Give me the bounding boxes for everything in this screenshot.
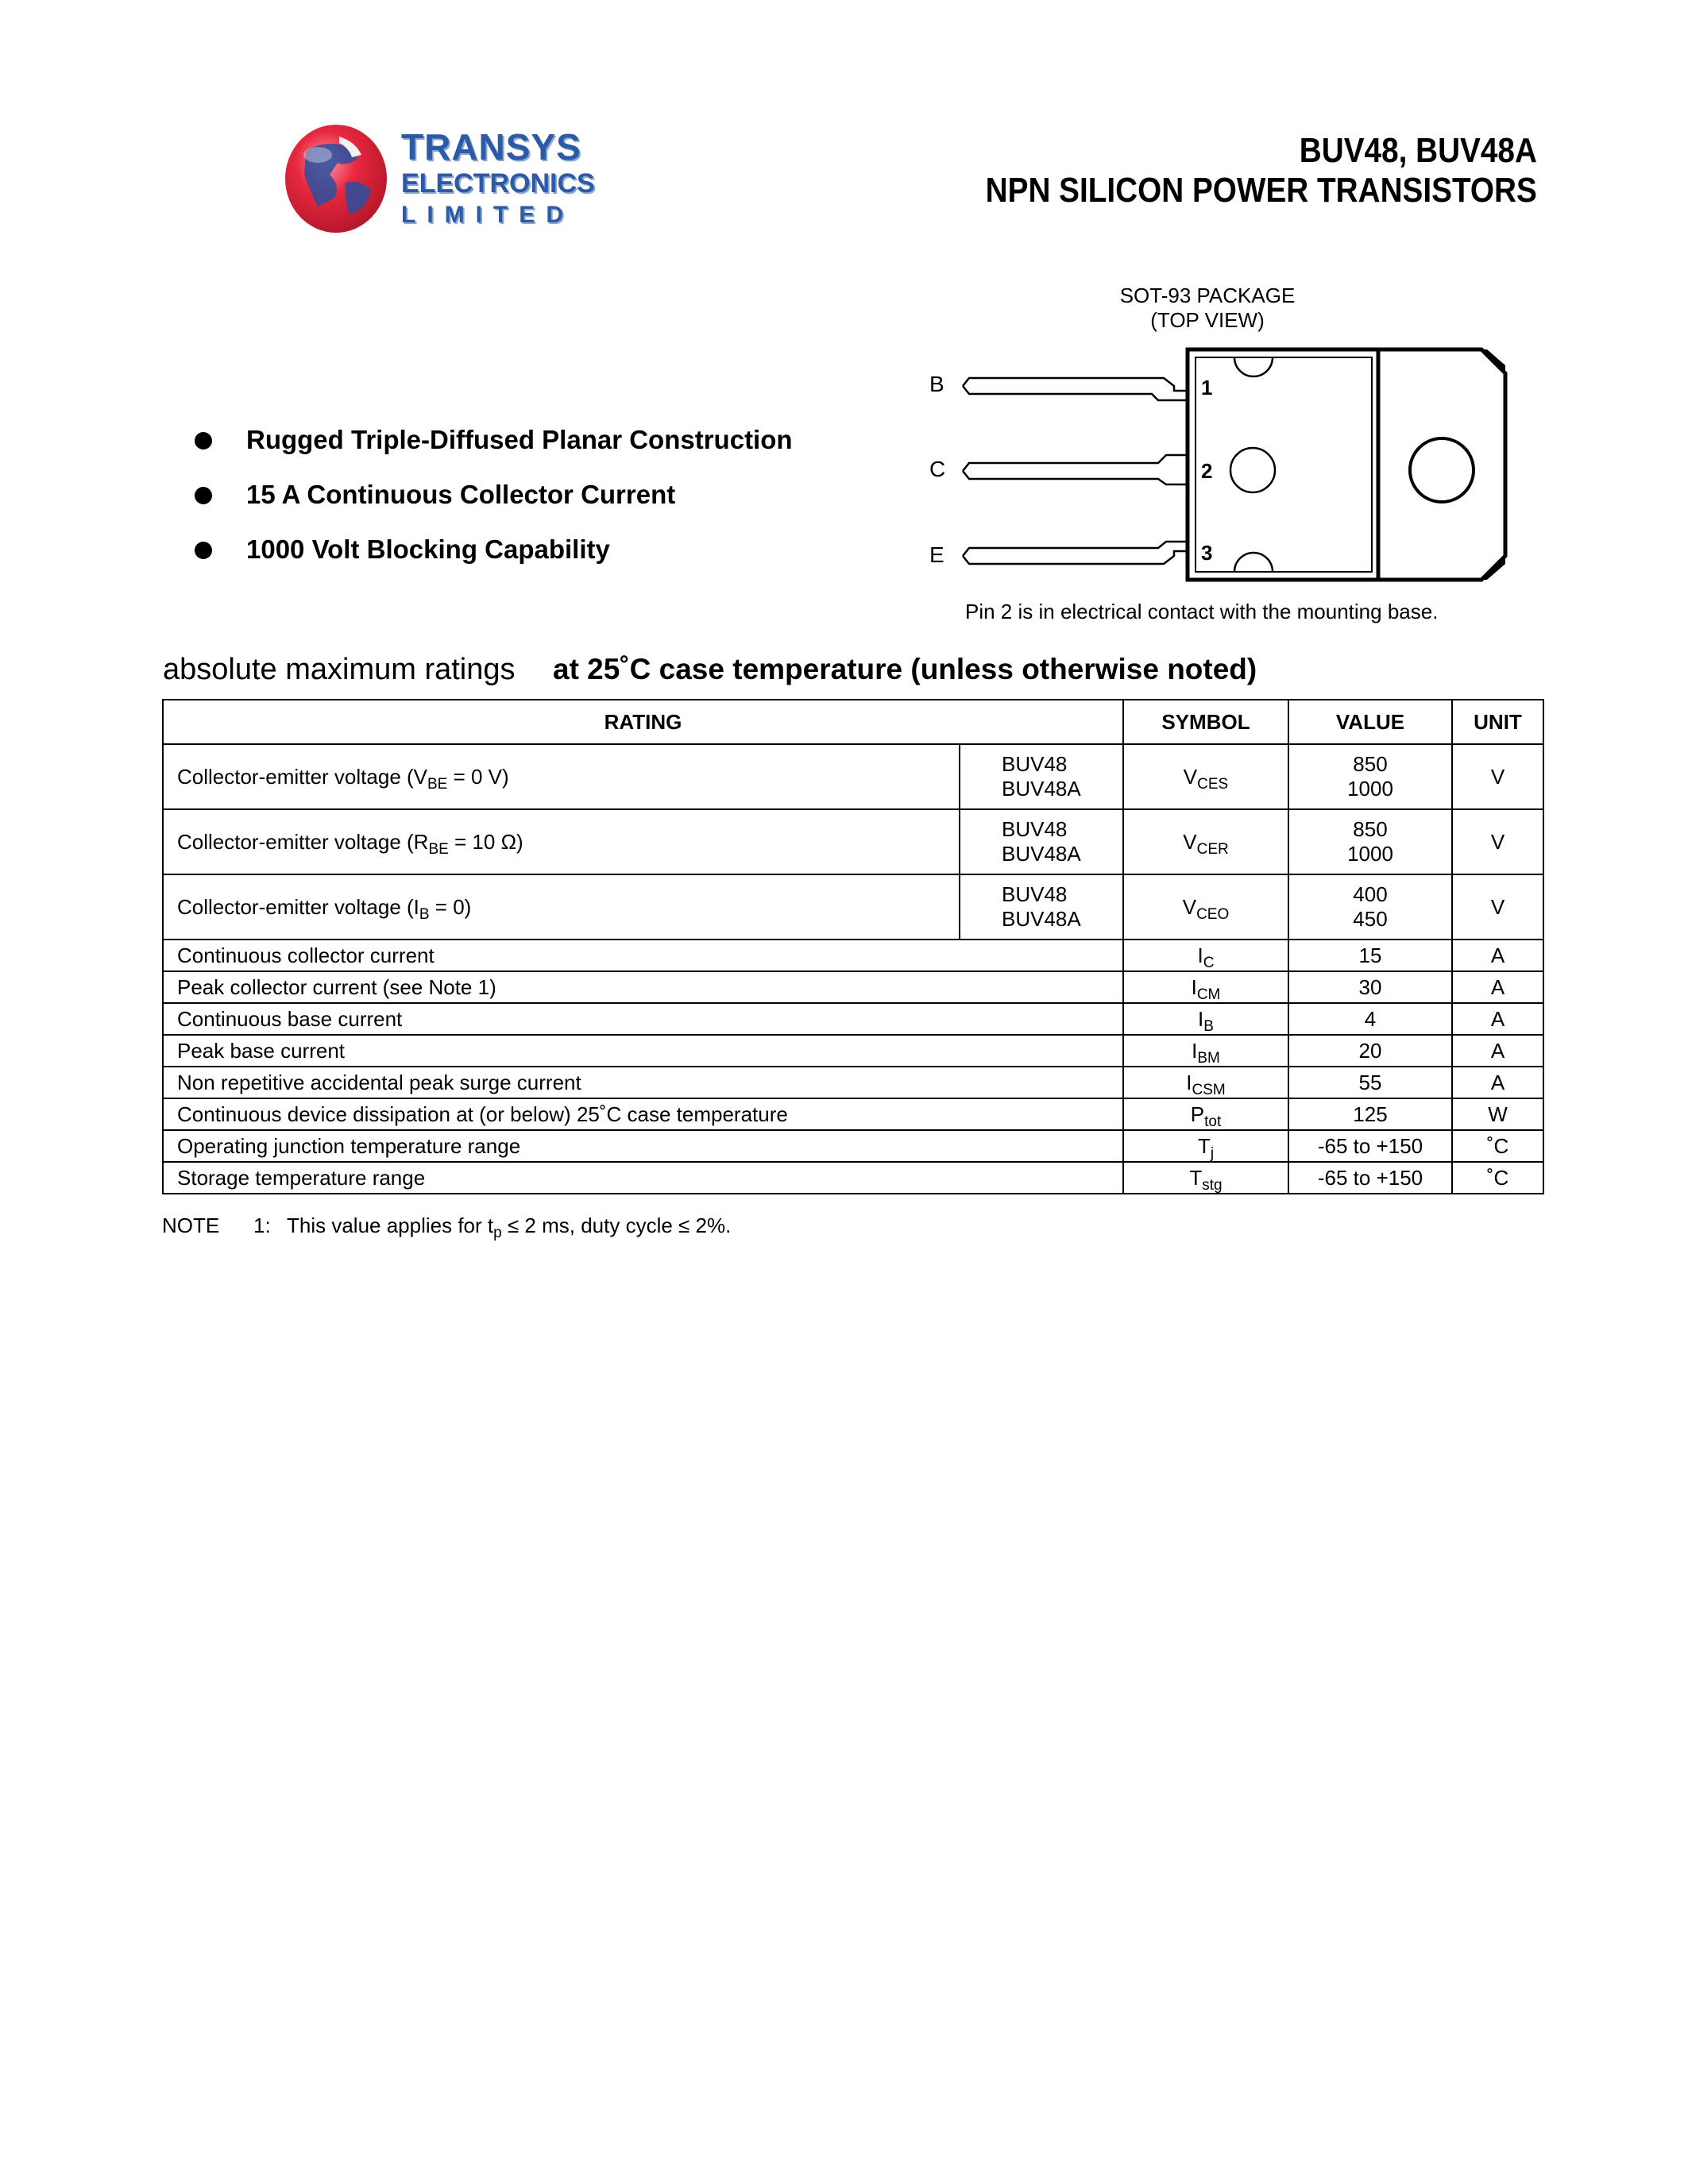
table-header-row [163,700,1543,744]
rating-description: Non repetitive accidental peak surge current [163,1067,1123,1098]
bullet-icon [195,542,212,559]
rating-value: 4 [1288,1003,1452,1035]
rating-unit: A [1452,1035,1543,1067]
rating-symbol: $T_j$ [1123,1130,1288,1162]
rating-value: 850 [1288,809,1452,842]
table-row [163,809,1543,842]
rating-value: 450 [1288,907,1452,940]
device-variant: BUV48A [960,842,1123,874]
company-logo [282,119,595,238]
table-row [163,1162,1543,1194]
note-text: This value applies for $t_p \le 2$ ms, duty cycle ≤ 2%. [287,1214,732,1241]
rating-value: 850 [1288,744,1452,777]
pin-c-label: C [929,457,946,481]
rating-symbol: $I_C$ [1123,940,1288,971]
mounting-hole [1410,438,1474,502]
rating-unit: ˚C [1452,1130,1543,1162]
package-note: Pin 2 is in electrical contact with the mounting base. [965,600,1439,623]
logo-line-2: ELECTRONICS [401,168,595,199]
bullet-icon [195,432,212,450]
rating-symbol: $I_B$ [1123,1003,1288,1035]
rating-unit: A [1452,1003,1543,1035]
pin-e-label: E [929,542,944,567]
table-row [163,971,1543,1003]
rating-value: 20 [1288,1035,1452,1067]
header-unit: UNIT [1452,700,1543,744]
logo-line-1: TRANSYS [401,126,581,168]
table-note [162,1214,732,1241]
table-row [163,744,1543,777]
rating-description: Peak base current [163,1035,1123,1067]
rating-description: Storage temperature range [163,1162,1123,1194]
pin-b-label: B [929,372,944,396]
table-row [163,1003,1543,1035]
rating-unit: A [1452,1067,1543,1098]
rating-description: Continuous collector current [163,940,1123,971]
header-symbol: SYMBOL [1123,700,1288,744]
rating-symbol: $V_{CER}$ [1123,809,1288,874]
rating-unit: V [1452,744,1543,809]
lead-3 [963,542,1188,564]
rating-unit: ˚C [1452,1162,1543,1194]
device-variant: BUV48 [960,744,1123,777]
rating-description: Continuous device dissipation at (or below) 25˚C case temperature [163,1098,1123,1130]
rating-description: Collector-emitter voltage ($R_{BE} = 10$ Ω) [163,809,960,874]
rating-value: 125 [1288,1098,1452,1130]
pin-2-number: 2 [1201,459,1213,483]
rating-symbol: $I_{CSM}$ [1123,1067,1288,1098]
table-row [163,1130,1543,1162]
globe-logo-icon [282,119,393,238]
package-view: (TOP VIEW) [1150,308,1265,332]
package-name: SOT-93 PACKAGE [1119,284,1296,307]
rating-unit: V [1452,874,1543,940]
table-row [163,1098,1543,1130]
pin-1-number: 1 [1201,376,1213,399]
device-variant: BUV48A [960,777,1123,809]
rating-description: Collector-emitter voltage ($V_{BE} = 0$ V) [163,744,960,809]
bullet-icon [195,487,212,504]
rating-value: 55 [1288,1067,1452,1098]
ratings-table [162,699,1544,1194]
package-drawing [914,341,1517,596]
mounting-tab [1378,349,1505,580]
package-body [1188,349,1378,580]
rating-value: -65 to +150 [1288,1162,1452,1194]
rating-description: Peak collector current (see Note 1) [163,971,1123,1003]
header-rating: RATING [163,700,1123,744]
rating-value: 1000 [1288,842,1452,874]
rating-unit: A [1452,940,1543,971]
pin-3-number: 3 [1201,541,1213,565]
section-condition: at 25˚C case temperature (unless otherwise noted) [553,653,1257,685]
rating-symbol: $V_{CEO}$ [1123,874,1288,940]
rating-description: Operating junction temperature range [163,1130,1123,1162]
table-row [163,1035,1543,1067]
rating-value: -65 to +150 [1288,1130,1452,1162]
rating-symbol: $I_{BM}$ [1123,1035,1288,1067]
device-description: NPN SILICON POWER TRANSISTORS [985,171,1537,210]
rating-unit: A [1452,971,1543,1003]
table-row [163,940,1543,971]
note-label: NOTE [162,1214,220,1237]
rating-value: 1000 [1288,777,1452,809]
rating-description: Continuous base current [163,1003,1123,1035]
package-label [1056,284,1358,333]
rating-unit: W [1452,1098,1543,1130]
device-variant: BUV48 [960,809,1123,842]
header-value: VALUE [1288,700,1452,744]
device-variant: BUV48 [960,874,1123,907]
rating-symbol: $I_{CM}$ [1123,971,1288,1003]
rating-description: Collector-emitter voltage $(I_B = 0)$ [163,874,960,940]
rating-value: 15 [1288,940,1452,971]
table-row [163,1067,1543,1098]
note-number: 1: [253,1214,271,1237]
logo-line-3: LIMITED [401,202,574,228]
rating-symbol: $P_{tot}$ [1123,1098,1288,1130]
rating-symbol: $T_{stg}$ [1123,1162,1288,1194]
device-variant: BUV48A [960,907,1123,940]
lead-1 [963,378,1188,400]
rating-symbol: $V_{CES}$ [1123,744,1288,809]
rating-value: 30 [1288,971,1452,1003]
lead-2 [963,455,1188,484]
section-title: absolute maximum ratings [163,653,516,686]
rating-value: 400 [1288,874,1452,907]
rating-unit: V [1452,809,1543,874]
part-numbers-title: BUV48, BUV48A [1299,131,1537,170]
table-row [163,874,1543,907]
